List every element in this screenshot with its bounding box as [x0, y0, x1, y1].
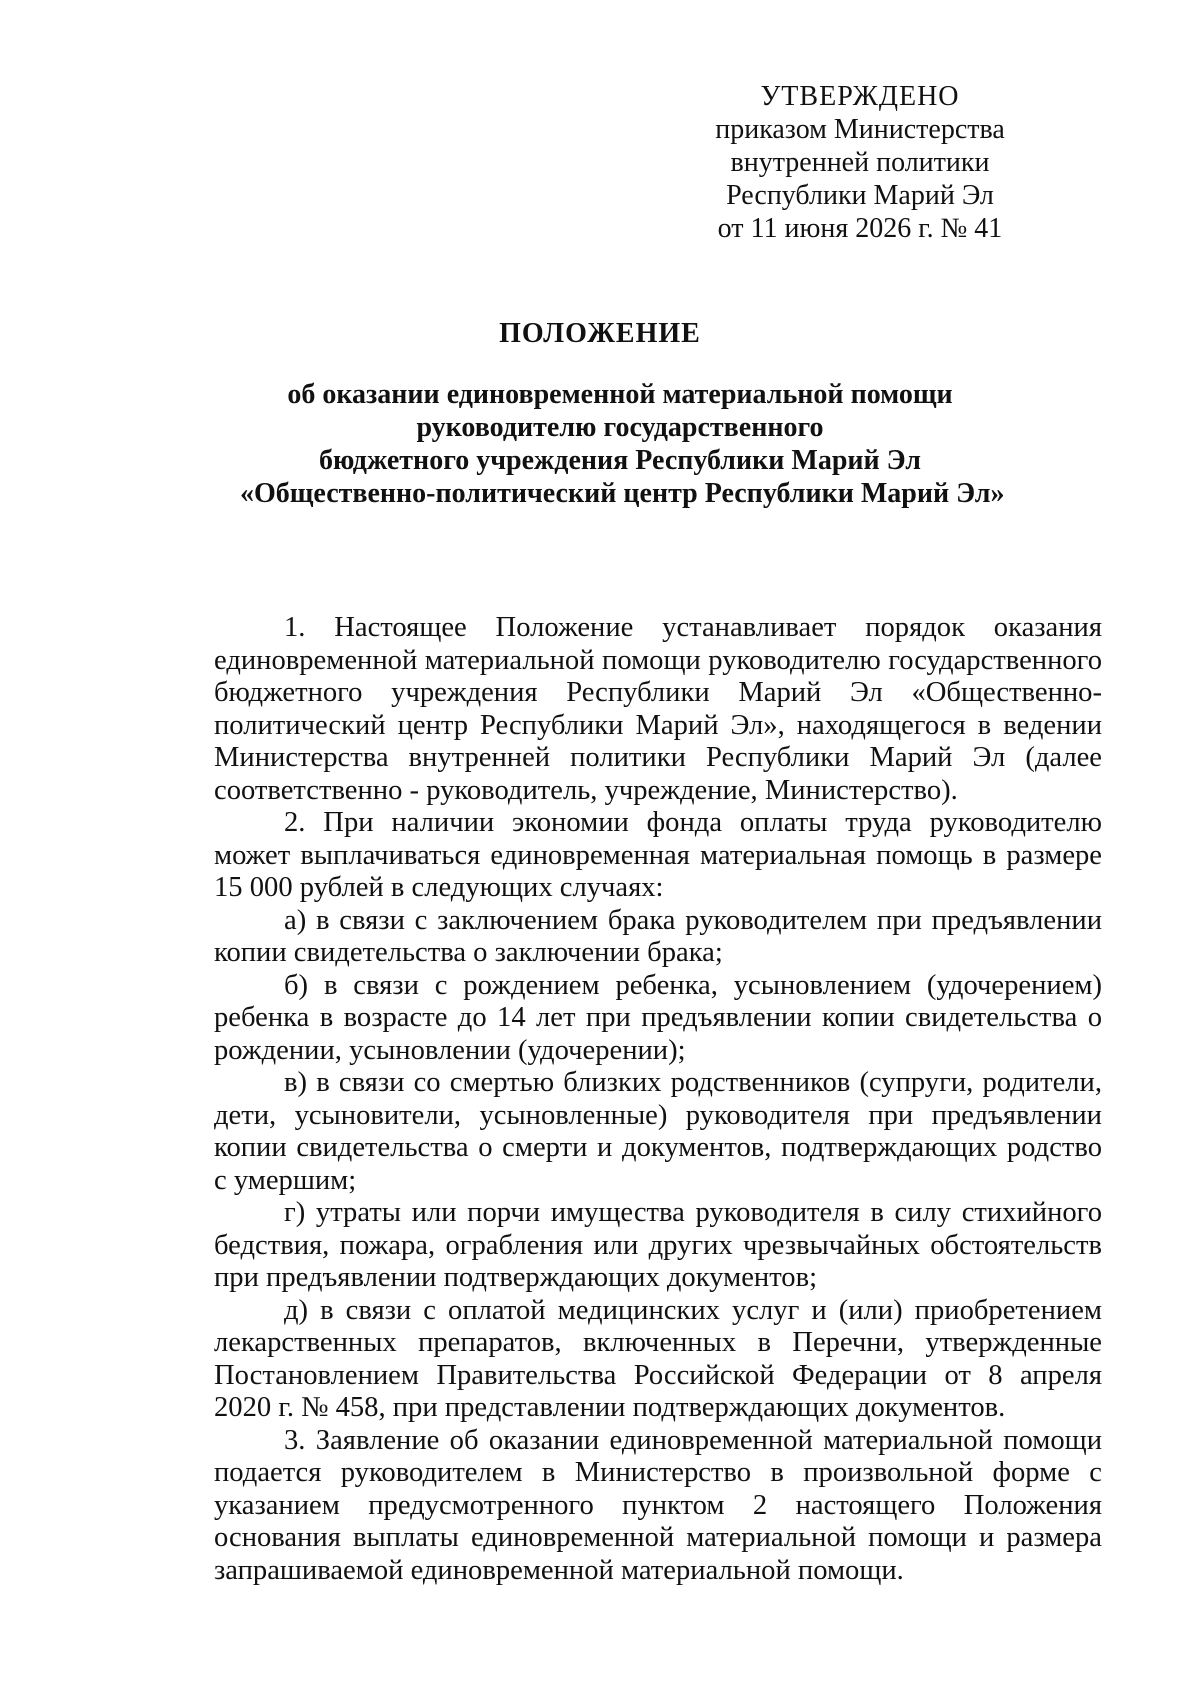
approval-line: приказом Министерства — [715, 114, 1005, 145]
subtitle-line: об оказании единовременной материальной помощи — [287, 379, 953, 410]
list-item-a: а) в связи с заключением брака руководителем при предъявлении копии свидетельства о заключении брака; — [214, 904, 1102, 968]
list-item-d: д) в связи с оплатой медицинских услуг и (или) приобретением лекарственных препаратов, включенных в Перечни, утвержденные Постановлением Правительства Российской Федерации от 8 апреля 2020 г. № 458, при представлении подтверждающих документов. — [214, 1294, 1102, 1423]
list-item-b: б) в связи с рождением ребенка, усыновлением (удочерением) ребенка в возрасте до 14 лет при предъявлении копии свидетельства о рождении, усыновлении (удочерении); — [214, 969, 1102, 1066]
paragraph-3: 3. Заявление об оказании единовременной материальной помощи подается руководителем в Министерство в произвольной форме с указанием предусмотренного пунктом 2 настоящего Положения основания выплаты единовременной материальной помощи и размера запрашиваемой единовременной материальной помощи. — [214, 1424, 1102, 1586]
subtitle-line: руководителю государственного — [416, 412, 824, 443]
approval-line: внутренней политики — [730, 147, 990, 178]
list-item-v: в) в связи со смертью близких родственников (супруги, родители, дети, усыновители, усыновленные) руководителя при предъявлении копии свидетельства о смерти и документов, подтверждающих родство с умершим; — [214, 1067, 1102, 1196]
paragraph-1: 1. Настоящее Положение устанавливает порядок оказания единовременной материальной помощи руководителю государственного бюджетного учреждения Республики Марий Эл «Общественно-политический центр Республики Марий Эл», находящегося в ведении Министерства внутренней политики Республики Марий Эл (далее соответственно - руководитель, учреждение, Министерство). — [214, 612, 1102, 806]
approval-stamp: УТВЕРЖДЕНО — [760, 81, 960, 112]
document-title: ПОЛОЖЕНИЕ — [499, 318, 701, 349]
approval-line: Республики Марий Эл — [726, 180, 994, 211]
approval-block — [690, 80, 1030, 245]
approval-date-number: от 11 июня 2026 г. № 41 — [717, 213, 1003, 244]
document-subtitle — [240, 378, 1005, 510]
list-item-g: г) утраты или порчи имущества руководителя в силу стихийного бедствия, пожара, ограбления или других чрезвычайных обстоятельств при предъявлении подтверждающих документов; — [214, 1197, 1102, 1293]
paragraph-2: 2. При наличии экономии фонда оплаты труда руководителю может выплачиваться единовременная материальная помощь в размере 15 000 рублей в следующих случаях: — [214, 807, 1102, 903]
document-body — [214, 612, 1102, 1587]
subtitle-line: «Общественно-политический центр Республики Марий Эл» — [240, 478, 1005, 509]
subtitle-line: бюджетного учреждения Республики Марий Эл — [318, 445, 922, 476]
